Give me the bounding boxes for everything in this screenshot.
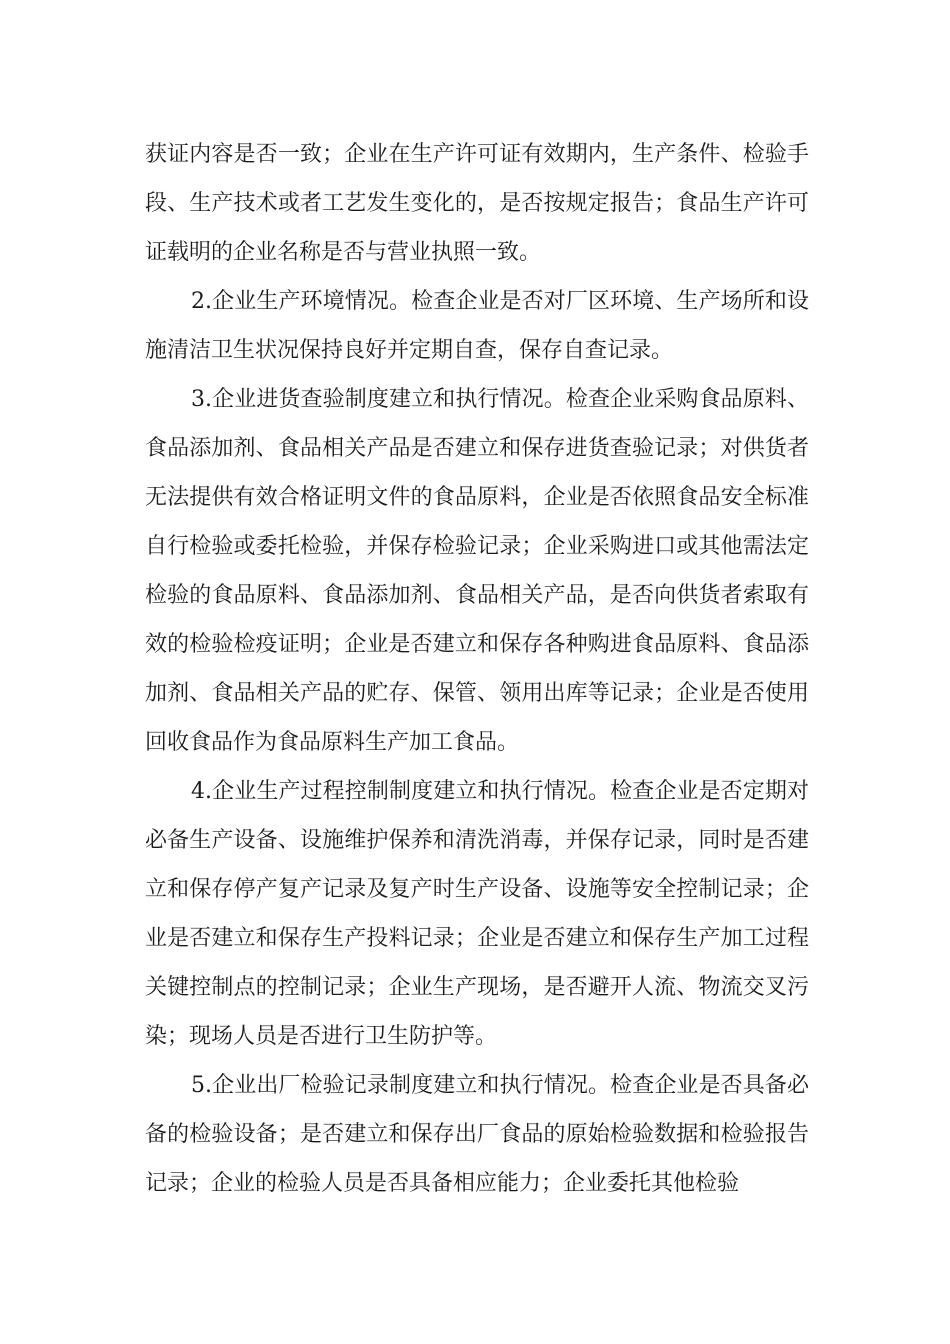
paragraph-continuation: 获证内容是否一致；企业在生产许可证有效期内，生产条件、检验手段、生产技术或者工艺发生变化的，是否按规定报告；食品生产许可证载明的企业名称是否与营业执照一致。 [145, 142, 809, 265]
paragraph-item-3: 3.企业进货查验制度建立和执行情况。检查企业采购食品原料、食品添加剂、食品相关产品是否建立和保存进货查验记录；对供货者无法提供有效合格证明文件的食品原料，企业是否依照食品安全标准自行检验或委托检验，并保存检验记录；企业采购进口或其他需法定检验的食品原料、食品添加剂、食品相关产品，是否向供货者索取有效的检验检疫证明；企业是否建立和保存各种购进食品原料、食品添加剂、食品相关产品的贮存、保管、领用出库等记录；企业是否使用回收食品作为食品原料生产加工食品。 [145, 387, 809, 755]
paragraph-item-4: 4.企业生产过程控制制度建立和执行情况。检查企业是否定期对必备生产设备、设施维护保养和清洗消毒，并保存记录，同时是否建立和保存停产复产记录及复产时生产设备、设施等安全控制记录；企业是否建立和保存生产投料记录；企业是否建立和保存生产加工过程关键控制点的控制记录；企业生产现场，是否避开人流、物流交叉污染；现场人员是否进行卫生防护等。 [145, 779, 809, 1049]
paragraph-item-5: 5.企业出厂检验记录制度建立和执行情况。检查企业是否具备必备的检验设备；是否建立和保存出厂食品的原始检验数据和检验报告记录；企业的检验人员是否具备相应能力；企业委托其他检验 [145, 1073, 809, 1196]
paragraph-item-2: 2.企业生产环境情况。检查企业是否对厂区环境、生产场所和设施清洁卫生状况保持良好并定期自查，保存自查记录。 [145, 289, 809, 363]
document-body [145, 130, 809, 1208]
